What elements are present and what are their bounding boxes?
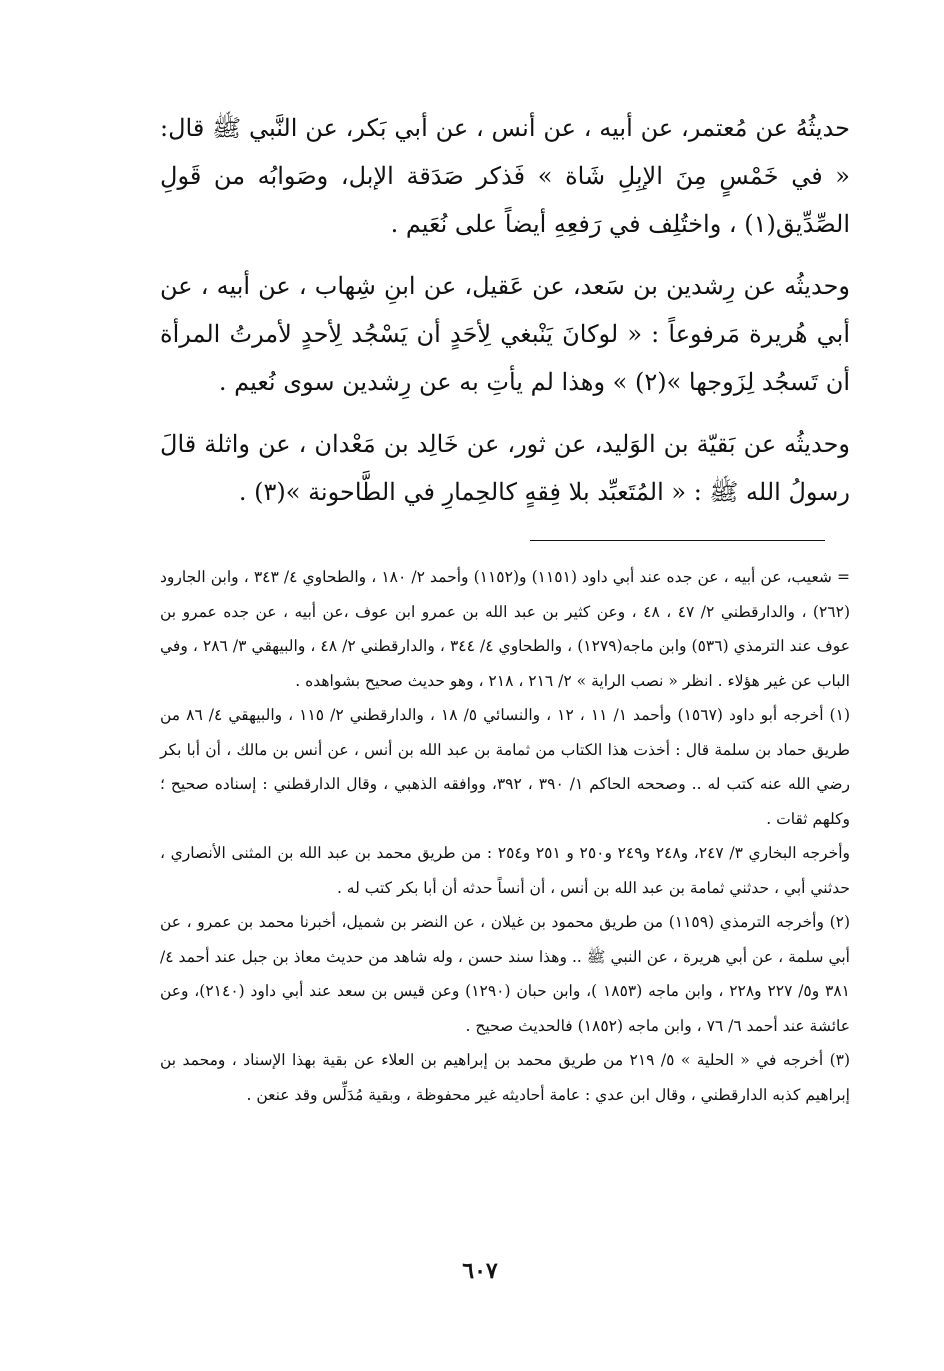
footnote-3: (٣) أخرجه في « الحلية » ٥/ ٢١٩ من طريق محمد بن إبراهيم بن العلاء عن بقية بهذا الإسناد ، ومحمد بن إبراهيم كذبه الدارقطني ، وقال ابن عدي : عامة أحاديثه غير محفوظة ، وبقية مُدَلِّس وقد عنعن . <box>160 1051 851 1104</box>
main-text <box>160 104 850 530</box>
footnote-2: (٢) وأخرجه الترمذي (١١٥٩) من طريق محمود بن غيلان ، عن النضر بن شميل، أخبرنا محمد بن عمرو ، عن أبي سلمة ، عن أبي هريرة ، عن النبي ﷺ .. وهذا سند حسن ، وله شاهد من حديث معاذ بن جبل عند أحمد ٤/ ٣٨١ و٥/ ٢٢٧ و٢٢٨ ، وابن ماجه (١٨٥٣ )، وابن حبان (١٢٩٠) وعن قيس بن سعد عند أبي داود (٢١٤٠)، وعن عائشة عند أحمد ٦/ ٧٦ ، وابن ماجه (١٨٥٢) فالحديث صحيح . <box>160 913 851 1035</box>
page-number: ٦٠٧ <box>462 1258 498 1284</box>
footnote-separator <box>530 540 825 541</box>
footnote-continuation: = شعيب، عن أبيه ، عن جده عند أبي داود (١١٥١) و(١١٥٢) وأحمد ٢/ ١٨٠ ، والطحاوي ٤/ ٣٤٣ ، وابن الجارود (٢٦٢) ، والدارقطني ٢/ ٤٧ ، ٤٨ ، وعن كثير بن عبد الله بن عمرو ابن عوف ،عن أبيه ، عن جده عمرو بن عوف عند الترمذي (٥٣٦) وابن ماجه(١٢٧٩) ، والطحاوي ٤/ ٣٤٤ ، والدارقطني ٢/ ٤٨ ، والبيهقي ٣/ ٢٨٦ ، وفي الباب عن غير هؤلاء . انظر « نصب الراية » ٢/ ٢١٦ ، ٢١٨ ، وهو حديث صحيح بشواهده . <box>160 568 851 690</box>
main-paragraph-3: وحديثُه عن بَقيّة بن الوَليد، عن ثور، عن خَالِد بن مَعْدان ، عن واثلة قالَ رسولُ الله ﷺ : « المُتَعبِّد بلا فِقهٍ كالحِمارِ في الطَّاحونة »(٣) . <box>160 430 850 506</box>
main-paragraph-1: حديثُهُ عن مُعتمر، عن أبيه ، عن أنس ، عن أبي بَكر، عن النَّبي ﷺ قال: « في خَمْسٍ مِنَ الإبِلِ شَاة » فَذكر صَدَقة الإبل، وصَوابُه من قَولِ الصِّدِّيق(١) ، واختُلِف في رَفعِهِ أيضاً على نُعَيم . <box>160 114 850 238</box>
main-paragraph-2: وحديثُه عن رِشدين بن سَعد، عن عَقيل، عن ابنِ شِهاب ، عن أبيه ، عن أبي هُريرة مَرفوعاً : « لوكانَ يَنْبغي لِأحَدٍ أن يَسْجُد لِأحدٍ لأمرتُ المرأة أن تَسجُد لِزَوجها »(٢) » وهذا لم يأتِ به عن رِشدين سوى نُعيم . <box>160 272 851 396</box>
footnotes <box>160 560 850 1112</box>
footnote-1: (١) أخرجه أبو داود (١٥٦٧) وأحمد ١/ ١١ ، ١٢ ، والنسائي ٥/ ١٨ ، والدارقطني ٢/ ١١٥ ، والبيهقي ٤/ ٨٦ من طريق حماد بن سلمة قال : أخذت هذا الكتاب من ثمامة بن عبد الله بن أنس ، عن أنس بن مالك ، أن أبا بكر رضي الله عنه كتب له .. وصححه الحاكم ١/ ٣٩٠ ، ٣٩٢، ووافقه الذهبي ، وقال الدارقطني : إسناده صحيح ؛ وكلهم ثقات . <box>160 706 850 828</box>
footnote-1-extra: وأخرجه البخاري ٣/ ٢٤٧، و٢٤٨ و٢٤٩ و٢٥٠ و ٢٥١ و٢٥٤ : من طريق محمد بن عبد الله بن المثنى الأنصاري ، حدثني أبي ، حدثني ثمامة بن عبد الله بن أنس ، أن أنساً حدثه أن أبا بكر كتب له . <box>160 844 850 897</box>
